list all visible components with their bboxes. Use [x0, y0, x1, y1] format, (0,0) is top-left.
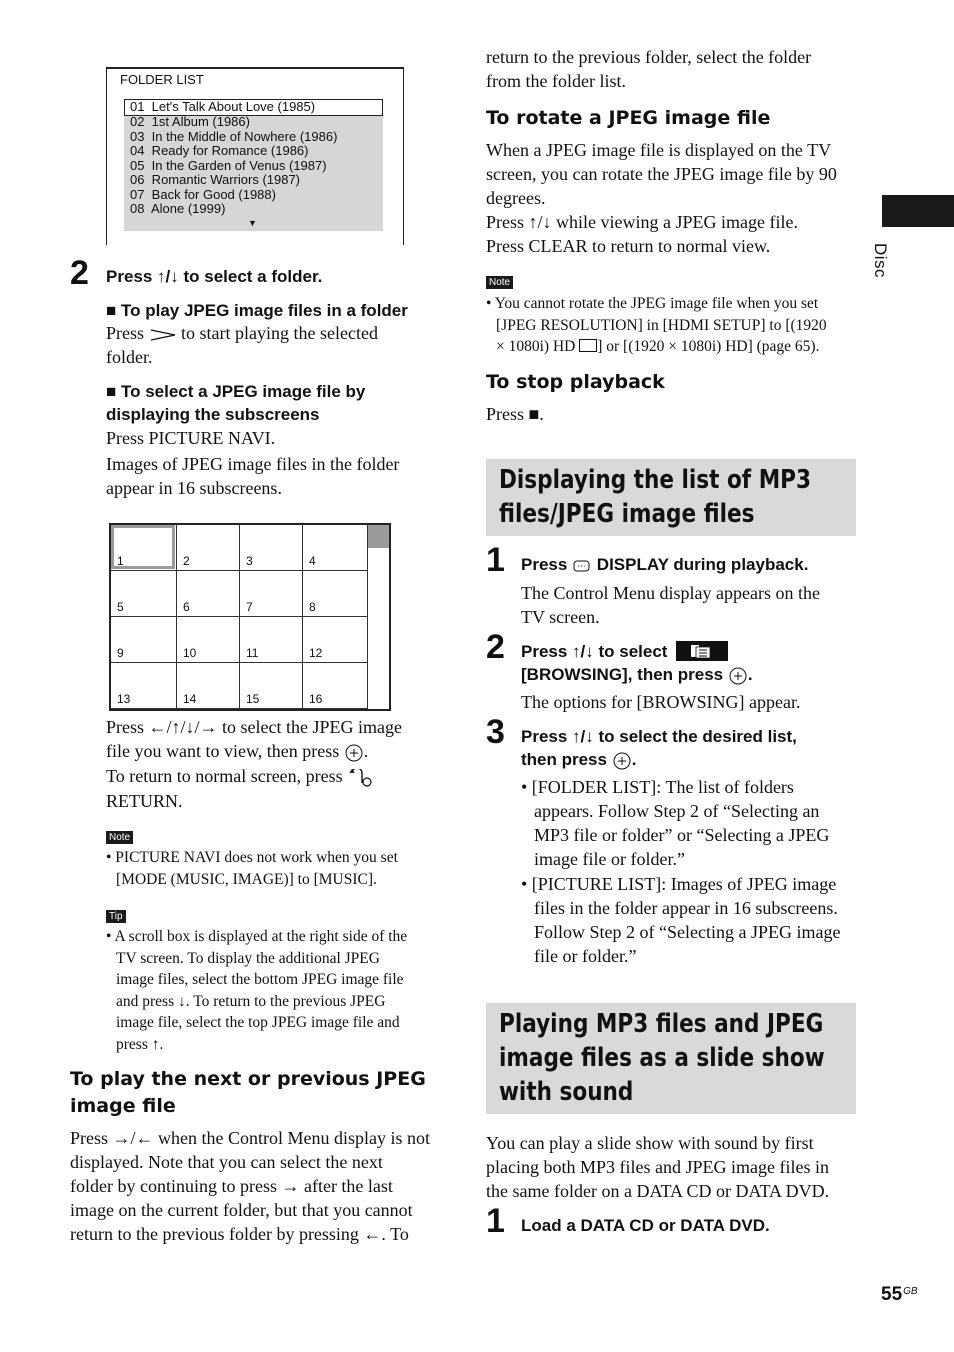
subheading-play-folder: ■ To play JPEG image files in a folder [106, 301, 408, 320]
play-icon [149, 328, 177, 342]
heading-stop: To stop playback [486, 371, 665, 393]
paragraph: Press ■. [486, 404, 544, 424]
subscreen-label: 3 [246, 554, 253, 568]
step-heading: Load a DATA CD or DATA DVD. [521, 1216, 770, 1235]
text-run: ] or [(1920 × 1080i) HD] (page 65). [597, 338, 820, 355]
bullet-item-cont: Follow Step 2 of “Selecting a JPEG image [534, 922, 841, 942]
folder-item: 01 Let's Talk About Love (1985) [130, 99, 316, 114]
subscreen-cell[interactable] [240, 663, 303, 709]
bullet-item-cont: image file or folder.” [534, 849, 685, 869]
paragraph: the same folder on a DATA CD or DATA DVD. [486, 1181, 830, 1201]
bullet-item: • [PICTURE LIST]: Images of JPEG image [521, 874, 837, 894]
tip-text: and press ↓. To return to the previous JPEG [116, 992, 386, 1010]
subscreen-cell[interactable] [177, 525, 240, 571]
text-run: Press ↑/↓ to select [521, 642, 668, 661]
text-run: [BROWSING], then press [521, 665, 724, 684]
step-heading-cont [521, 748, 636, 771]
paragraph: TV screen. [521, 607, 600, 627]
bullet-item-cont: MP3 file or folder” or “Selecting a JPEG [534, 825, 830, 845]
subscreen-label: 5 [117, 600, 124, 614]
tip-text: • A scroll box is displayed at the right side of the [106, 928, 408, 945]
step-heading [521, 640, 728, 663]
paragraph: When a JPEG image file is displayed on the TV [486, 140, 832, 160]
subscreen-label: 11 [246, 646, 259, 660]
note-badge: Note [106, 831, 133, 844]
note-text: [MODE (MUSIC, IMAGE)] to [MUSIC]. [116, 871, 377, 888]
browsing-icon [676, 641, 728, 661]
subscreen-cell[interactable] [303, 525, 368, 571]
heading-rotate: To rotate a JPEG image file [486, 107, 771, 129]
step-number: 2 [70, 254, 89, 292]
scroll-down-arrow: ▼ [248, 218, 257, 228]
paragraph [106, 739, 368, 763]
paragraph: folder by continuing to press → after the last [70, 1176, 393, 1196]
text-run: . [631, 750, 637, 769]
paragraph: placing both MP3 files and JPEG image files in [486, 1157, 829, 1177]
bullet-item-cont: appears. Follow Step 2 of “Selecting an [534, 801, 820, 821]
subscreen-grid [109, 523, 391, 711]
paragraph: screen, you can rotate the JPEG image file by 90 [486, 164, 837, 184]
text-run: . [747, 665, 753, 684]
wide-screen-icon [579, 339, 597, 352]
folder-item: 04 Ready for Romance (1986) [130, 143, 309, 158]
heading-next-previous: To play the next or previous JPEG [70, 1068, 426, 1090]
paragraph: Press →/← when the Control Menu display is not [70, 1128, 430, 1148]
subscreen-label: 12 [309, 646, 323, 660]
side-tab-block [882, 195, 954, 227]
folder-item: 03 In the Middle of Nowhere (1986) [130, 128, 338, 144]
step-number: 1 [486, 1202, 505, 1240]
paragraph: Press ↑/↓ while viewing a JPEG image file. [486, 212, 798, 232]
note-text [496, 336, 819, 358]
paragraph: You can play a slide show with sound by first [486, 1133, 814, 1153]
subscreen-label: 13 [117, 692, 131, 706]
tip-text: TV screen. To display the additional JPEG [116, 949, 380, 967]
subscreen-label: 10 [183, 646, 197, 660]
bullet-item-cont: files in the folder appear in 16 subscreens. [534, 898, 838, 918]
subscreen-cell[interactable] [240, 617, 303, 663]
subscreen-cell[interactable] [303, 663, 368, 709]
paragraph-cont: folder. [106, 347, 153, 367]
text-run: Press [106, 323, 145, 343]
paragraph: The Control Menu display appears on the [521, 583, 820, 603]
paragraph: image on the current folder, but that you cannot [70, 1200, 413, 1220]
note-text: • PICTURE NAVI does not work when you set [106, 849, 398, 866]
folder-item: 08 Alone (1999) [130, 201, 226, 216]
subscreen-cell[interactable] [111, 571, 177, 617]
paragraph: degrees. [486, 188, 546, 208]
text-run: Press [521, 555, 568, 574]
section-title: with sound [499, 1077, 634, 1107]
paragraph: Press PICTURE NAVI. [106, 428, 276, 448]
page-number-value: 55 [881, 1284, 903, 1305]
subscreen-cell[interactable] [111, 617, 177, 663]
subscreen-cell[interactable] [177, 571, 240, 617]
tip-text: image files, select the bottom JPEG image file [116, 971, 404, 988]
side-tab-label: Disc [871, 243, 890, 279]
step-heading-cont [521, 663, 753, 686]
tip-badge: Tip [106, 910, 126, 923]
step-number: 1 [486, 541, 505, 579]
subscreen-label: 2 [183, 554, 190, 568]
section-title: image files as a slide show [499, 1043, 825, 1073]
section-title: files/JPEG image files [499, 499, 755, 529]
step-number: 2 [486, 628, 505, 666]
page-number [881, 1284, 918, 1306]
subscreen-cell[interactable] [240, 525, 303, 571]
paragraph: from the folder list. [486, 71, 626, 91]
enter-icon [612, 751, 632, 771]
enter-icon [728, 666, 748, 686]
subscreen-label: 4 [309, 554, 316, 568]
text-run: file you want to view, then press [106, 741, 340, 761]
folder-item: 06 Romantic Warriors (1987) [130, 172, 301, 187]
text-run: . [363, 741, 369, 761]
note-badge: Note [486, 276, 513, 289]
paragraph: appear in 16 subscreens. [106, 478, 282, 498]
section-title: Playing MP3 files and JPEG [499, 1009, 824, 1039]
subscreen-cell[interactable] [240, 571, 303, 617]
paragraph: return to the previous folder, select the folder [486, 47, 812, 67]
display-icon [572, 558, 592, 574]
paragraph: displayed. Note that you can select the next [70, 1152, 383, 1172]
subheading-subscreens-cont: displaying the subscreens [106, 405, 320, 424]
folder-item: 05 In the Garden of Venus (1987) [130, 157, 327, 173]
subscreen-cell[interactable] [111, 663, 177, 709]
note-text: [JPEG RESOLUTION] in [HDMI SETUP] to [(1920 [496, 316, 827, 334]
subscreen-label: 7 [246, 600, 253, 614]
folder-item: 02 1st Album (1986) [130, 114, 250, 129]
text-run: To return to normal screen, press [106, 766, 343, 786]
enter-icon [344, 743, 364, 763]
tip-text: image file, select the top JPEG image file and [116, 1014, 400, 1031]
paragraph: RETURN. [106, 791, 183, 811]
bullet-item-cont: file or folder.” [534, 946, 637, 966]
step-number: 3 [486, 713, 505, 751]
subscreen-label: 8 [309, 600, 316, 614]
paragraph: Press ←/↑/↓/→ to select the JPEG image [106, 717, 402, 737]
grid-scroll-thumb [368, 525, 389, 548]
step-heading: Press ↑/↓ to select a folder. [106, 267, 323, 286]
subscreen-cell[interactable] [177, 663, 240, 709]
subscreen-cell[interactable] [303, 571, 368, 617]
paragraph [106, 764, 373, 788]
bullet-item: • [FOLDER LIST]: The list of folders [521, 777, 794, 797]
paragraph: Press CLEAR to return to normal view. [486, 236, 771, 256]
subscreen-label: 16 [309, 692, 323, 706]
subscreen-label: 1 [117, 554, 124, 568]
tip-text: press ↑. [116, 1035, 164, 1053]
text-run: to start playing the selected [181, 323, 378, 343]
subscreen-label: 14 [183, 692, 197, 706]
text-run: × 1080i) HD [496, 338, 576, 355]
paragraph: Images of JPEG image files in the folder [106, 454, 400, 474]
text-run: DISPLAY during playback. [596, 555, 809, 574]
folder-list-title: FOLDER LIST [120, 72, 204, 87]
folder-list-panel [124, 99, 383, 231]
heading-next-previous-cont: image file [70, 1095, 176, 1117]
subscreen-label: 15 [246, 692, 260, 706]
return-icon [347, 769, 373, 787]
section-title: Displaying the list of MP3 [499, 465, 812, 495]
grid-scrollbar [368, 525, 389, 709]
folder-item: 07 Back for Good (1988) [130, 186, 276, 202]
paragraph [106, 321, 378, 345]
step-heading: Press ↑/↓ to select the desired list, [521, 727, 797, 746]
subscreen-label: 6 [183, 600, 190, 614]
text-run: then press [521, 750, 607, 769]
subscreen-cell[interactable] [177, 617, 240, 663]
subscreen-label: 9 [117, 646, 124, 660]
subscreen-cell[interactable] [303, 617, 368, 663]
step-heading [521, 553, 808, 576]
subscreen-cell[interactable] [111, 525, 177, 571]
subheading-subscreens: ■ To select a JPEG image file by [106, 382, 366, 401]
paragraph: The options for [BROWSING] appear. [521, 692, 801, 712]
paragraph: return to the previous folder by pressing ←. To [70, 1224, 409, 1244]
page-number-suffix: GB [903, 1286, 918, 1297]
note-text: • You cannot rotate the JPEG image file when you set [486, 295, 819, 312]
